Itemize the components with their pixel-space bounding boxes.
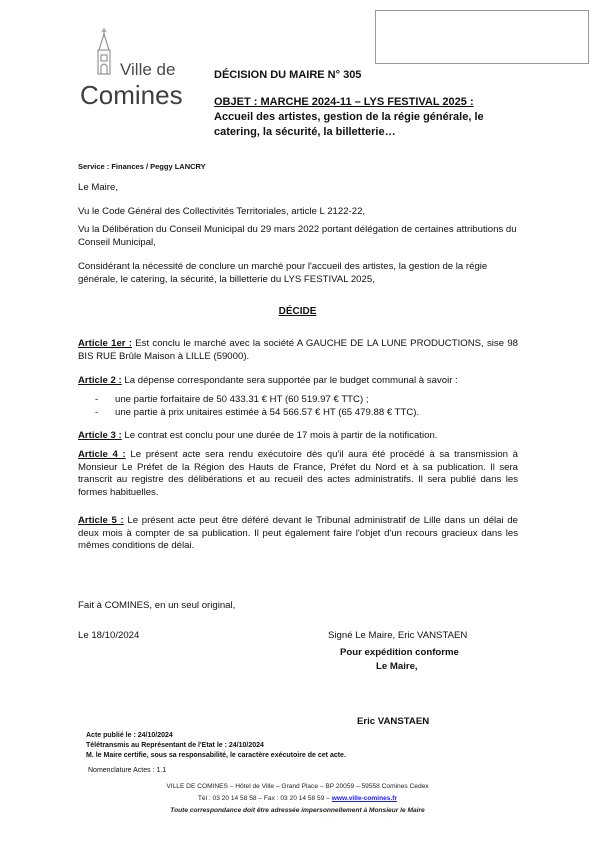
footer-note: Toute correspondance doit être adressée impersonnellement à Monsieur le Maire	[170, 807, 425, 814]
church-icon	[98, 28, 110, 74]
considerant: Considérant la nécessité de conclure un marché pour l'accueil des artistes, la gestion de la régie générale, le catering, la sécurité, la billetterie du LYS FESTIVAL 2025,	[78, 261, 488, 285]
list-item: - une partie à prix unitaires estimée à 54 566.57 € HT (65 479.88 € TTC).	[78, 406, 419, 419]
article-label: Article 4 :	[78, 449, 126, 460]
article-text: La dépense correspondante sera supportée par le budget communal à savoir :	[121, 375, 458, 386]
reception-stamp-box	[375, 10, 589, 64]
article-text: Le contrat est conclu pour une durée de 17 mois à partir de la notification.	[121, 430, 438, 441]
signer-name: Eric VANSTAEN	[357, 716, 430, 727]
article-label: Article 2 :	[78, 375, 122, 386]
signature-line: Signé Le Maire, Eric VANSTAEN	[328, 630, 468, 641]
logo-line2: Comines	[80, 80, 183, 110]
footer-contact	[0, 795, 595, 802]
article-label: Article 1er :	[78, 338, 132, 349]
objet-label: OBJET :	[214, 96, 258, 108]
fait-a: Fait à COMINES, en un seul original,	[78, 600, 236, 611]
article-4	[78, 449, 518, 499]
decision-title: DÉCISION DU MAIRE N° 305	[214, 69, 362, 81]
teletransmis: Télétransmis au Représentant de l'Etat le : 24/10/2024	[86, 742, 264, 749]
objet-block	[214, 95, 514, 140]
ville-de-comines-logo	[80, 28, 195, 110]
le-maire-heading: Le Maire,	[78, 182, 118, 193]
objet-text1: MARCHE 2024-11 – LYS FESTIVAL 2025 :	[257, 96, 474, 108]
article-1	[78, 338, 518, 363]
certification: M. le Maire certifie, sous sa responsabilité, le caractère exécutoire de cet acte.	[86, 752, 346, 759]
logo-line1: Ville de	[120, 60, 176, 79]
vu-deliberation: Vu la Délibération du Conseil Municipal du 29 mars 2022 portant délégation de certaines attributions du Conseil Municipal,	[78, 224, 517, 248]
article-text: Le présent acte peut être déféré devant le Tribunal administratif de Lille dans un délai de deux mois à compter de sa publication. Il peut également faire l'objet d'un recours gracieux dans les mêmes conditions de délai.	[78, 515, 518, 551]
article-text: Le présent acte sera rendu exécutoire dès qu'il aura été procédé à sa transmission à Monsieur Le Préfet de la Région des Hauts de France, Préfet du Nord et à sa publication. Il sera transcrit au registre des délibérations et au recueil des actes administratifs. Il sera publié dans les formes habituelles.	[78, 449, 518, 498]
objet-text2: Accueil des artistes, gestion de la régie générale, le catering, la sécurité, la billetterie…	[214, 111, 484, 138]
payment-list	[78, 393, 419, 419]
article-label: Article 5 :	[78, 515, 124, 526]
list-item: - une partie forfaitaire de 50 433.31 € HT (60 519.97 € TTC) ;	[78, 393, 419, 406]
footer-address: VILLE DE COMINES – Hôtel de Ville – Grand Place – BP 20059 – 59558 Comines Cedex	[166, 783, 429, 790]
decide-heading: DÉCIDE	[278, 306, 317, 317]
service-line: Service : Finances / Peggy LANCRY	[78, 162, 206, 171]
article-text: Est conclu le marché avec la société A GAUCHE DE LA LUNE PRODUCTIONS, sise 98 BIS RUE Brûle Maison à LILLE (59000).	[78, 338, 518, 362]
vu-cgct: Vu le Code Général des Collectivités Territoriales, article L 2122-22,	[78, 206, 366, 217]
nomenclature: Nomenclature Actes : 1.1	[88, 767, 167, 774]
website-link[interactable]: www.ville-comines.fr	[331, 795, 398, 802]
expedition-conforme: Pour expédition conforme	[340, 647, 459, 658]
article-5	[78, 515, 518, 553]
acte-publie: Acte publié le : 24/10/2024	[86, 732, 173, 739]
article-3	[78, 430, 518, 443]
article-2	[78, 375, 518, 388]
article-label: Article 3 :	[78, 430, 122, 441]
decision-date: Le 18/10/2024	[78, 630, 140, 641]
le-maire-signature: Le Maire,	[376, 661, 418, 672]
footer-phone: Tél : 03 20 14 58 58 – Fax : 03 20 14 58 59 –	[197, 795, 332, 802]
